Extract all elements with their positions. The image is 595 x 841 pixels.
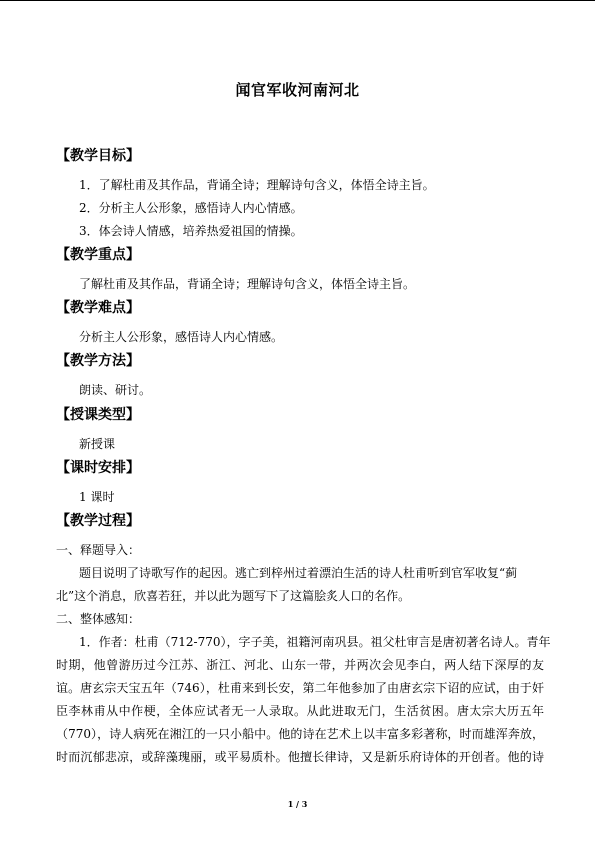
section-heading-process: 【教学过程】 [56,513,140,529]
process-part2-title: 二、整体感知： [56,612,141,626]
section-heading-schedule: 【课时安排】 [56,460,140,476]
goal-item-3: 3．体会诗人情感，培养热爱祖国的情操。 [79,224,303,238]
process-part1-line-1: 题目说明了诗歌写作的起因。逃亡到梓州过着漂泊生活的诗人杜甫听到官军收复“蓟 [79,566,518,580]
process-part2-line-2: 时期，他曾游历过今江苏、浙江、河北、山东一带，并两次会见李白，两人结下深厚的友 [56,658,544,672]
key-points-text: 了解杜甫及其作品，背诵全诗；理解诗句含义，体悟全诗主旨。 [79,277,416,291]
process-part2-line-3: 谊。唐玄宗天宝五年（746），杜甫来到长安，第二年他参加了由唐玄宗下诏的应试，由于奸 [56,681,544,695]
section-heading-lesson-type: 【授课类型】 [56,407,140,423]
methods-text: 朗读、研讨。 [79,383,152,397]
top-rule [0,0,595,1]
section-heading-methods: 【教学方法】 [56,353,140,369]
difficulties-text: 分析主人公形象，感悟诗人内心情感。 [79,330,284,344]
schedule-text: 1 课时 [79,490,115,504]
goal-item-2: 2．分析主人公形象，感悟诗人内心情感。 [79,201,303,215]
goal-item-1: 1．了解杜甫及其作品，背诵全诗；理解诗句含义，体悟全诗主旨。 [79,178,435,192]
process-part2-line-6: 时而沉郁悲凉，或辞藻瑰丽，或平易质朴。他擅长律诗，又是新乐府诗体的开创者。他的诗 [56,750,544,764]
process-part2-line-5: （770），诗人病死在湘江的一只小船中。他的诗在艺术上以丰富多彩著称，时而雄浑奔放， [56,727,544,741]
page-number: 1 / 3 [287,799,308,809]
process-part1-title: 一、释题导入： [56,543,141,557]
page-title: 闻官军收河南河北 [235,81,360,99]
section-heading-key-points: 【教学重点】 [56,247,140,263]
section-heading-difficulties: 【教学难点】 [56,300,140,316]
process-part2-line-1: 1．作者：杜甫（712-770），字子美，祖籍河南巩县。祖父杜审言是唐初著名诗人。青年 [79,635,551,649]
process-part2-line-4: 臣李林甫从中作梗，全体应试者无一人录取。从此进取无门，生活贫困。唐太宗大历五年 [56,704,544,718]
lesson-type-text: 新授课 [79,437,116,451]
process-part1-line-2: 北”这个消息，欣喜若狂，并以此为题写下了这篇脍炙人口的名作。 [56,589,411,603]
section-heading-goals: 【教学目标】 [56,148,140,164]
